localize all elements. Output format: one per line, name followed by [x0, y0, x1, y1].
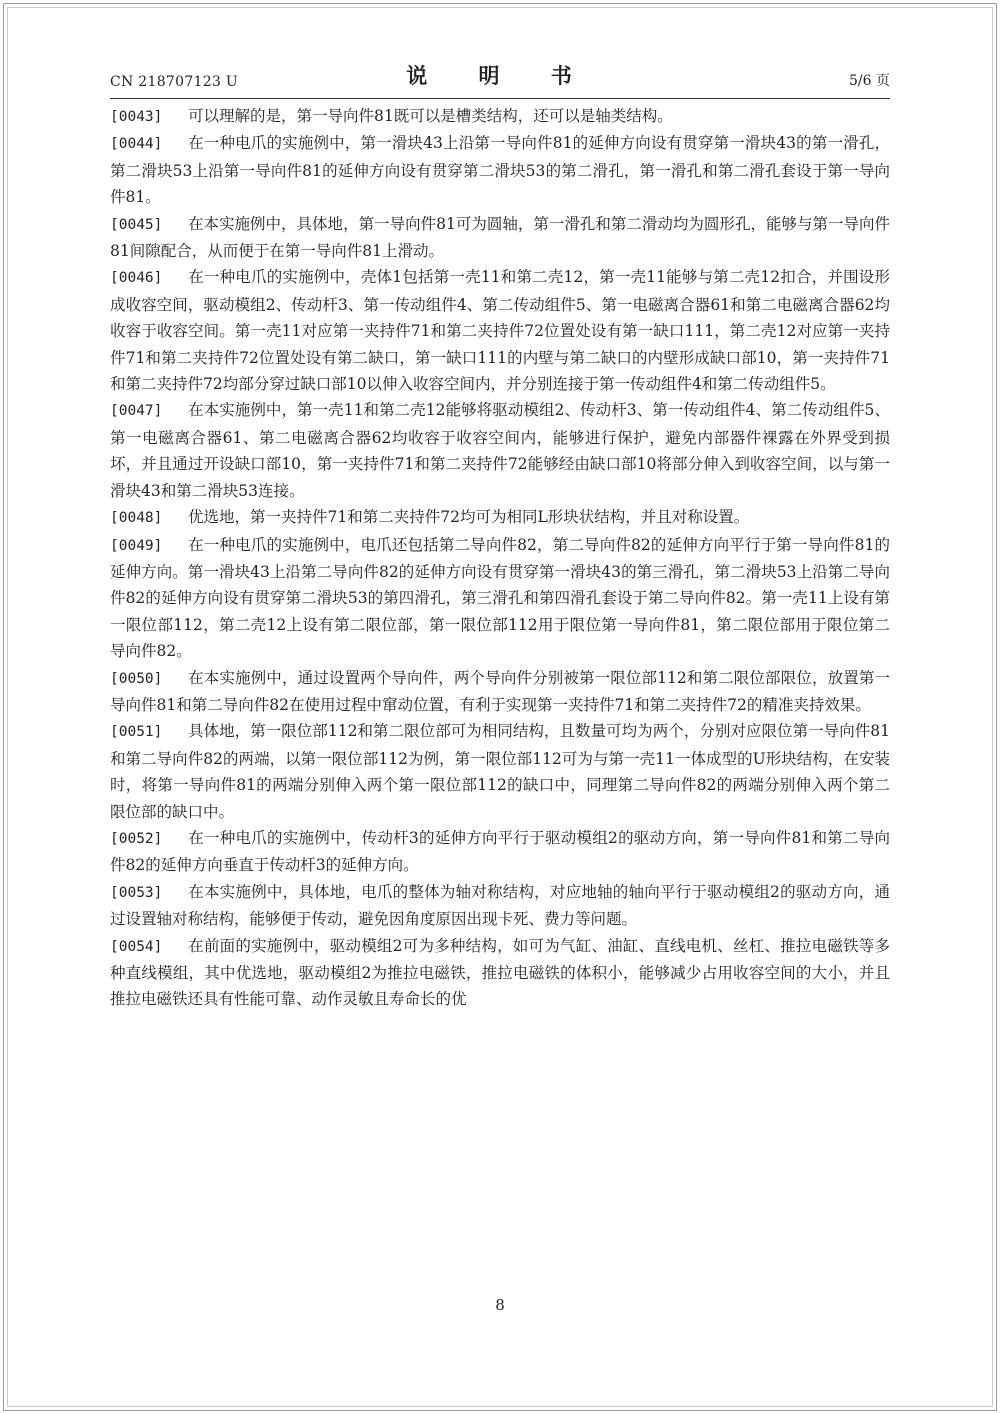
- paragraph-0047: [110, 397, 890, 504]
- paragraph-number: [0049]: [110, 537, 163, 554]
- paragraph-number: [0048]: [110, 510, 163, 527]
- paragraph-number: [0045]: [110, 216, 163, 233]
- header-rule: [110, 98, 890, 99]
- paragraph-number: [0054]: [110, 938, 163, 955]
- paragraph-number: [0044]: [110, 136, 163, 153]
- publication-number: CN 218707123 U: [110, 74, 239, 90]
- paragraph-text: 在一种电爪的实施例中，传动杆3的延伸方向平行于驱动模组2的驱动方向，第一导向件81和第二导向件82的延伸方向垂直于传动杆3的延伸方向。: [110, 828, 890, 875]
- paragraph-text: 在前面的实施例中，驱动模组2可为多种结构，如可为气缸、油缸、直线电机、丝杠、推拉电磁铁等多种直线模组，其中优选地，驱动模组2为推拉电磁铁，推拉电磁铁的体积小，能够减少占用收容空间的大小，并且推拉电磁铁还具有性能可靠、动作灵敏且寿命长的优: [110, 936, 890, 1009]
- paragraph-0046: [110, 264, 890, 397]
- paragraph-0054: [110, 933, 890, 1013]
- paragraph-0050: [110, 665, 890, 719]
- page-header: [110, 56, 890, 96]
- document-title: 说 明 书: [406, 64, 594, 88]
- paragraph-number: [0051]: [110, 724, 163, 741]
- paragraph-text: 在一种电爪的实施例中，电爪还包括第二导向件82，第二导向件82的延伸方向平行于第一导向件81的延伸方向。第一滑块43上沿第二导向件82的延伸方向设有贯穿第一滑块43的第三滑孔，第二滑块53上沿第二导向件82的延伸方向设有贯穿第二滑块53的第四滑孔，第三滑孔和第四滑孔套设于第二导向件82。第一壳11上设有第一限位部112，第二壳12上设有第二限位部，第一限位部112用于限位第一导向件81，第二限位部用于限位第二导向件82。: [110, 535, 890, 661]
- description-body: [110, 103, 890, 1013]
- paragraph-text: 可以理解的是，第一导向件81既可以是槽类结构，还可以是轴类结构。: [188, 107, 673, 125]
- paragraph-0044: [110, 130, 890, 210]
- paragraph-0051: [110, 718, 890, 825]
- paragraph-text: 在本实施例中，具体地，电爪的整体为轴对称结构，对应地轴的轴向平行于驱动模组2的驱动方向，通过设置轴对称结构，能够便于传动，避免因角度原因出现卡死、费力等问题。: [110, 882, 890, 929]
- paragraph-0048: [110, 504, 890, 531]
- paragraph-text: 在本实施例中，第一壳11和第二壳12能够将驱动模组2、传动杆3、第一传动组件4、第二传动组件5、第一电磁离合器61、第二电磁离合器62均收容于收容空间内，能够进行保护，避免内部器件裸露在外界受到损坏，并且通过开设缺口部10，第一夹持件71和第二夹持件72能够经由缺口部10将部分伸入到收容空间，以与第一滑块43和第二滑块53连接。: [110, 401, 890, 500]
- paragraph-number: [0047]: [110, 403, 163, 420]
- page-number: 8: [495, 1296, 505, 1314]
- paragraph-0049: [110, 532, 890, 665]
- paragraph-text: 在本实施例中，通过设置两个导向件，两个导向件分别被第一限位部112和第二限位部限位，放置第一导向件81和第二导向件82在使用过程中窜动位置，有利于实现第一夹持件71和第二夹持件72的精准夹持效果。: [110, 668, 890, 714]
- paragraph-0052: [110, 825, 890, 879]
- paragraph-number: [0043]: [110, 109, 163, 125]
- paragraph-0045: [110, 211, 890, 265]
- paragraph-text: 具体地，第一限位部112和第二限位部可为相同结构，且数量可均为两个，分别对应限位第一导向件81和第二导向件82的两端，以第一限位部112为例，第一限位部112可为与第一壳11一体成型的U形块结构，在安装时，将第一导向件81的两端分别伸入两个第一限位部112的缺口中，同理第二导向件82的两端分别伸入两个第二限位部的缺口中。: [110, 722, 890, 821]
- page-info: 5/6 页: [849, 73, 890, 89]
- paragraph-number: [0052]: [110, 830, 163, 847]
- paragraph-number: [0053]: [110, 884, 163, 901]
- paragraph-0053: [110, 879, 890, 933]
- paragraph-text: 优选地，第一夹持件71和第二夹持件72均可为相同L形块状结构，并且对称设置。: [188, 508, 750, 527]
- paragraph-0043: [110, 103, 890, 130]
- paragraph-number: [0050]: [110, 670, 163, 687]
- paragraph-text: 在本实施例中，具体地，第一导向件81可为圆轴，第一滑孔和第二滑动均为圆形孔，能够与第一导向件81间隙配合，从而便于在第一导向件81上滑动。: [110, 214, 890, 261]
- paragraph-text: 在一种电爪的实施例中，壳体1包括第一壳11和第二壳12，第一壳11能够与第二壳12扣合，并围设形成收容空间，驱动模组2、传动杆3、第一传动组件4、第二传动组件5、第一电磁离合器61和第二电磁离合器62均收容于收容空间。第一壳11对应第一夹持件71和第二夹持件72位置处设有第一缺口111，第二壳12对应第一夹持件71和第二夹持件72位置处设有第二缺口，第一缺口111的内壁与第二缺口的内壁形成缺口部10，第一夹持件71和第二夹持件72均部分穿过缺口部10以伸入收容空间内，并分别连接于第一传动组件4和第二传动组件5。: [110, 268, 890, 394]
- paragraph-number: [0046]: [110, 270, 163, 287]
- paragraph-text: 在一种电爪的实施例中，第一滑块43上沿第一导向件81的延伸方向设有贯穿第一滑块43的第一滑孔，第二滑块53上沿第一导向件81的延伸方向设有贯穿第二滑块53的第二滑孔，第一滑孔和第二滑孔套设于第一导向件81。: [110, 134, 890, 207]
